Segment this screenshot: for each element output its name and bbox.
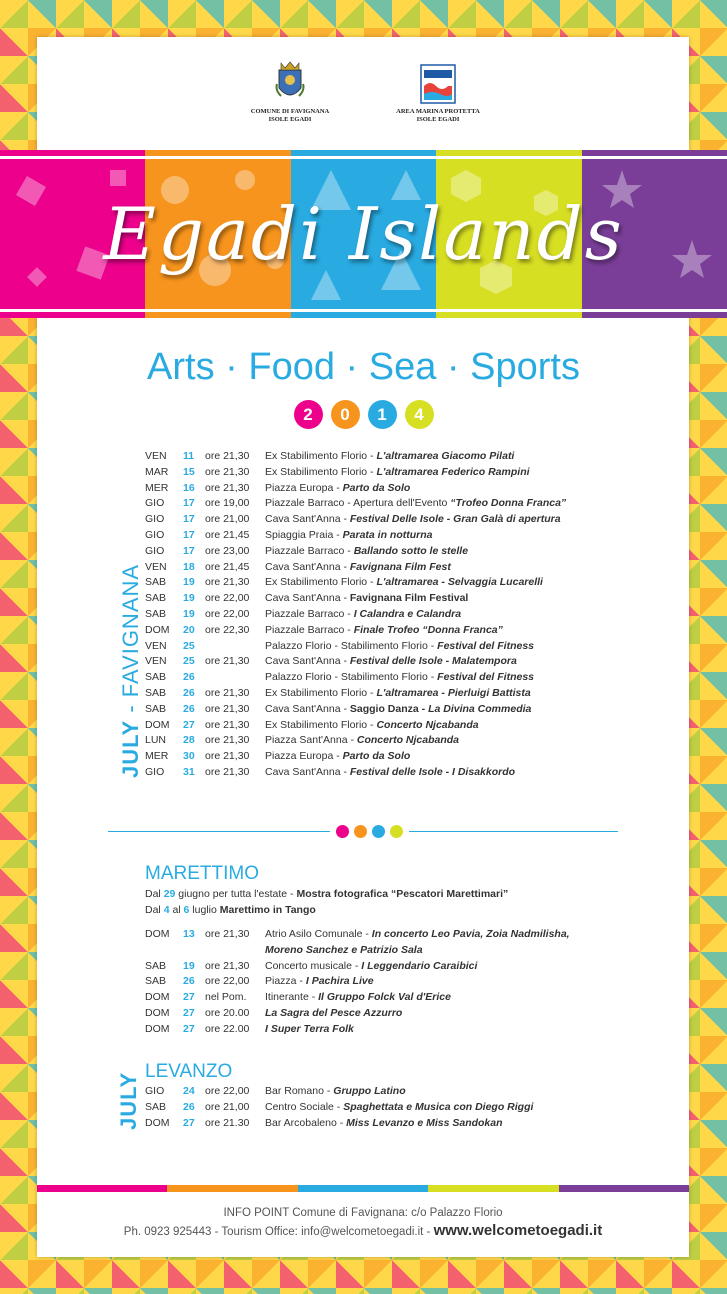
event-day: MER [145,481,169,494]
event-name: L'altramarea Giacomo Pilati [376,450,515,462]
event-day: GIO [145,513,165,526]
amp-logo-line1: AREA MARINA PROTETTA [396,108,480,115]
logos [0,60,727,130]
event-name: L'altramarea - Pierluigi Battista [376,686,531,699]
dot-icon [336,825,349,838]
intro-text: Dal [145,904,164,916]
intro-date: 6 [183,904,190,916]
year-badges [0,400,727,429]
event-date: 31 [183,765,195,778]
event-time: ore 21,30 [205,718,250,731]
event-time: ore 22,00 [205,1085,250,1097]
event-time: ore 21,30 [205,765,250,778]
event-time: ore 21,30 [205,655,250,668]
color-bar-segment [559,1185,689,1192]
event-desc [265,592,468,604]
event-day: SAB [145,686,167,699]
event-day: DOM [145,623,170,636]
event-date: 26 [183,975,195,988]
event-date: 19 [183,607,195,620]
event-date: 25 [183,639,195,652]
event-day: DOM [145,1006,170,1019]
event-desc [265,513,561,525]
color-bar-segment [428,1185,558,1192]
event-time: ore 21,30 [205,750,250,763]
event-date: 17 [183,528,195,541]
event-date: 17 [183,513,195,526]
footer-contact [37,1222,689,1239]
event-time: ore 21.30 [205,1116,250,1129]
event-day: GIO [145,497,165,510]
amp-logo-line2: ISOLE EGADI [416,116,460,123]
event-place: Cava Sant'Anna - [265,702,350,715]
divider-dots [330,825,409,838]
event-place: Bar Romano - [265,1085,334,1097]
tagline: Arts · Food · Sea · Sports [147,346,580,388]
event-name: Festival delle Isole - Malatempora [349,655,517,668]
event-day: SAB [145,975,167,988]
website-link[interactable]: www.welcometoegadi.it [433,1222,603,1239]
favignana-logo-line2: ISOLE EGADI [268,116,312,123]
event-desc [265,1101,533,1113]
footer-contact-text: Ph. 0923 925443 - Tourism Office: info@welcometoegadi.it - [123,1226,434,1238]
event-day: DOM [145,991,170,1004]
event-date: 27 [183,1022,195,1035]
event-desc [265,561,451,573]
dot-icon [390,825,403,838]
event-time: ore 21,30 [205,481,250,494]
event-date: 27 [183,991,195,1004]
event-day: SAB [145,576,167,589]
event-place: Palazzo Florio - Stabilimento Florio - [265,639,438,652]
event-time: ore 21,45 [205,528,250,541]
event-name: Il Gruppo Folck Val d'Erice [318,991,451,1004]
event-name: I Super Terra Folk [265,1022,354,1035]
event-name: L'altramarea - Selvaggia Lucarelli [376,576,543,589]
intro-event: Marettimo in Tango [219,904,316,916]
event-time: ore 21,30 [205,959,250,972]
event-place: Itinerante - [265,991,319,1004]
event-place: Piazza Sant'Anna - [265,734,357,747]
event-time: ore 22,30 [205,623,250,636]
event-desc [265,703,531,715]
intro-date: 29 [163,888,176,900]
event-date: 26 [183,671,195,684]
event-date: 19 [183,959,195,972]
event-time: ore 22.00 [205,1022,250,1035]
event-day: SAB [145,592,167,605]
event-day: SAB [145,1100,167,1113]
event-place: Atrio Asilo Comunale - [265,928,372,940]
event-name: “Trofeo Donna Franca” [450,497,567,510]
event-name: Festival del Fitness [437,639,535,652]
event-desc [265,687,531,699]
event-name: Finale Trofeo “Donna Franca” [353,623,503,636]
event-day: MER [145,750,169,763]
event-desc [265,624,503,636]
event-name: Parto da Solo [342,481,411,494]
event-time: nel Pom. [205,991,247,1004]
event-desc [265,975,374,987]
event-desc [265,1117,503,1129]
event-day: DOM [145,1116,170,1129]
amp-logo [388,60,488,124]
event-place: Ex Stabilimento Florio - [265,465,377,478]
event-place: Cava Sant'Anna - [265,592,350,605]
event-place: Cava Sant'Anna - [265,655,350,668]
event-date: 27 [183,1116,195,1129]
event-highlight: Favignana Film Festival [349,592,469,605]
event-day: DOM [145,718,170,731]
event-desc [265,1023,354,1035]
event-date: 15 [183,465,195,478]
event-time: ore 22,00 [205,592,250,605]
event-date: 24 [183,1085,195,1097]
event-place: Cava Sant'Anna - [265,513,350,526]
year-digit: 4 [405,400,434,429]
event-day: DOM [145,928,170,940]
event-highlight: Saggio Danza [349,702,419,715]
event-desc [265,545,468,557]
event-place: Cava Sant'Anna - [265,560,350,573]
event-day: GIO [145,765,165,778]
event-day: VEN [145,450,167,462]
event-desc [265,450,514,462]
event-name: Moreno Sanchez e Patrizio Sala [265,943,423,956]
event-time: ore 23,00 [205,544,250,557]
event-name: L'altramarea Federico Rampini [376,465,530,478]
event-time: ore 21,00 [205,513,250,526]
event-date: 26 [183,702,195,715]
event-date: 19 [183,576,195,589]
event-place: Palazzo Florio - Stabilimento Florio - [265,671,438,684]
event-date: 11 [183,450,195,462]
event-name: In concerto Leo Pavia, Zoia Nadmilisha, [371,928,570,940]
event-name: I Pachira Live [305,975,374,988]
event-date: 26 [183,1100,195,1113]
event-desc [265,1085,406,1097]
event-name: - La Divina Commedia [418,702,532,715]
event-place: Concerto musicale - [265,959,362,972]
intro-event: Mostra fotografica “Pescatori Marettimari” [296,888,509,900]
event-desc [265,928,570,940]
event-desc [265,655,517,667]
color-bar-segment [167,1185,297,1192]
event-name: Festival del Fitness [437,671,535,684]
page-title: Egadi Islands [103,192,624,276]
event-day: GIO [145,544,165,557]
event-desc [265,671,534,683]
event-time: ore 20.00 [205,1006,250,1019]
event-name: Concerto Njcabanda [376,718,479,731]
event-date: 26 [183,686,195,699]
dot-icon [372,825,385,838]
event-date: 18 [183,560,195,573]
event-time: ore 21,45 [205,560,250,573]
event-date: 16 [183,481,195,494]
event-time: ore 21,30 [205,576,250,589]
event-desc [265,466,530,478]
event-desc [265,640,534,652]
event-name: Concerto Njcabanda [356,734,459,747]
marettimo-intro-line1 [145,886,508,902]
event-date: 19 [183,592,195,605]
intro-date: 4 [163,904,170,916]
event-place: Ex Stabilimento Florio - [265,686,377,699]
event-place: Piazzale Barraco - [265,544,354,557]
event-date: 28 [183,734,195,747]
event-place: Bar Arcobaleno - [265,1116,347,1129]
event-name: Gruppo Latino [333,1085,406,1097]
marettimo-heading: MARETTIMO [145,863,259,884]
event-name: Ballando sotto le stelle [353,544,469,557]
side-label-month: JULY [118,719,143,778]
event-day: GIO [145,528,165,541]
event-name: Festival Delle Isole - Gran Galà di apertura [349,513,561,526]
event-place: Piazza Europa - [265,750,343,763]
event-place: Piazzale Barraco - Apertura dell'Evento [265,497,451,510]
event-date: 17 [183,497,195,510]
levanzo-side-label: JULY [116,1071,141,1130]
event-time: ore 21,30 [205,928,250,940]
event-time: ore 21,30 [205,450,250,462]
event-day: GIO [145,1085,165,1097]
year-digit: 0 [331,400,360,429]
favignana-logo-line1: COMUNE DI FAVIGNANA [250,108,330,115]
event-time: ore 22,00 [205,975,250,988]
event-date: 20 [183,623,195,636]
event-time: ore 19,00 [205,497,250,510]
color-bar-segment [298,1185,428,1192]
marine-area-icon [420,64,456,104]
event-time: ore 21,30 [205,734,250,747]
event-day: VEN [145,560,167,573]
event-place: Ex Stabilimento Florio - [265,718,377,731]
event-desc [265,734,459,746]
event-name: La Sagra del Pesce Azzurro [265,1006,403,1019]
dot-icon [354,825,367,838]
intro-text: al [169,904,184,916]
event-place: Ex Stabilimento Florio - [265,450,377,462]
event-name: Parata in notturna [342,528,433,541]
event-name: Parto da Solo [342,750,411,763]
event-desc [265,750,410,762]
event-desc [265,944,423,956]
event-desc [265,608,461,620]
event-place: Piazza - [265,975,306,988]
crest-icon [275,60,305,104]
marettimo-intro [145,886,508,918]
levanzo-heading: LEVANZO [145,1061,233,1082]
event-place: Piazzale Barraco - [265,623,354,636]
favignana-side-label [118,564,144,778]
event-name: Spaghettata e Musica con Diego Riggi [343,1100,534,1113]
footer-info: INFO POINT Comune di Favignana: c/o Palazzo Florio [223,1207,503,1219]
event-time: ore 21,30 [205,686,250,699]
event-date: 27 [183,718,195,731]
event-name: I Calandra e Calandra [353,607,462,620]
event-name: I Leggendario Caraibici [361,959,478,972]
event-place: Piazza Europa - [265,481,343,494]
event-desc [265,497,566,509]
event-name: Favignana Film Fest [349,560,451,573]
intro-text: giugno per tutta l'estate - [175,888,297,900]
color-bar-segment [37,1185,167,1192]
event-date: 30 [183,750,195,763]
event-place: Cava Sant'Anna - [265,765,350,778]
event-desc [265,576,543,588]
event-day: VEN [145,655,167,668]
intro-text: luglio [189,904,220,916]
event-day: SAB [145,607,167,620]
event-desc [265,719,479,731]
event-time: ore 21,00 [205,1100,250,1113]
year-digit: 1 [368,400,397,429]
year-digit: 2 [294,400,323,429]
event-name: Miss Levanzo e Miss Sandokan [346,1116,503,1129]
event-day: DOM [145,1022,170,1035]
event-place: Piazzale Barraco - [265,607,354,620]
event-desc [265,482,410,494]
event-place: Spiaggia Praia - [265,528,343,541]
event-date: 13 [183,928,195,940]
event-day: SAB [145,671,167,684]
color-bar [37,1185,689,1192]
marettimo-intro-line2 [145,902,508,918]
favignana-logo [240,60,340,124]
event-desc [265,766,515,778]
intro-text: Dal [145,888,164,900]
event-place: Centro Sociale - [265,1100,344,1113]
event-desc [265,1007,402,1019]
event-date: 27 [183,1006,195,1019]
event-desc [265,991,451,1003]
event-day: VEN [145,639,167,652]
side-label-place: - FAVIGNANA [118,563,143,720]
event-date: 25 [183,655,195,668]
event-time: ore 21,30 [205,702,250,715]
event-date: 17 [183,544,195,557]
event-day: SAB [145,702,167,715]
event-time: ore 22,00 [205,607,250,620]
event-place: Ex Stabilimento Florio - [265,576,377,589]
event-day: SAB [145,959,167,972]
event-day: LUN [145,734,167,747]
event-day: MAR [145,465,169,478]
event-name: Festival delle Isole - I Disakkordo [349,765,516,778]
event-desc [265,529,433,541]
event-time: ore 21,30 [205,465,250,478]
event-desc [265,960,477,972]
